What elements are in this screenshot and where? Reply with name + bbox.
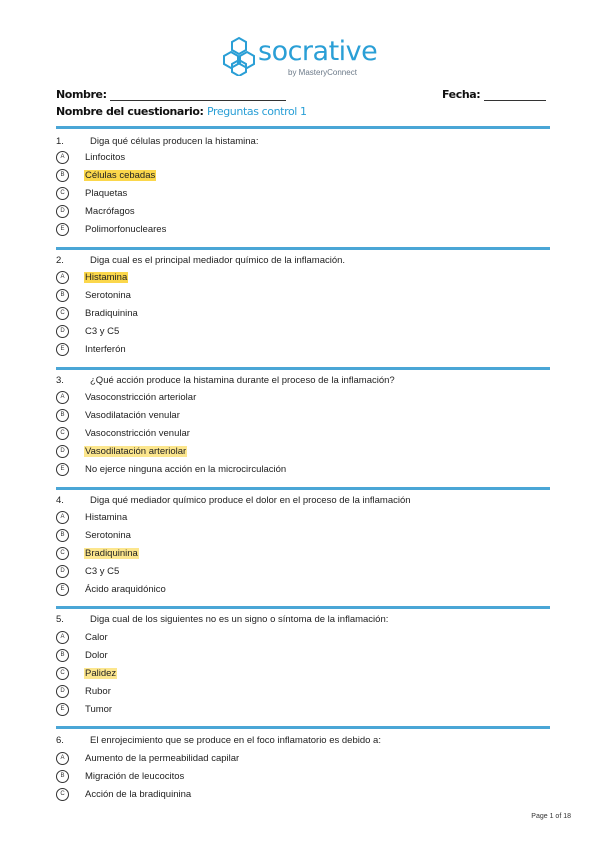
option-bubble[interactable]: B bbox=[56, 649, 69, 662]
option-text: C3 y C5 bbox=[85, 566, 120, 577]
option-bubble[interactable]: A bbox=[56, 752, 69, 765]
question-number: 3. bbox=[56, 375, 64, 386]
option-bubble[interactable]: C bbox=[56, 547, 69, 560]
separator bbox=[56, 367, 550, 370]
option-text: Migración de leucocitos bbox=[85, 771, 185, 782]
socrative-logo bbox=[222, 34, 382, 82]
option-text-highlighted: Histamina bbox=[85, 272, 128, 283]
option-text: Bradiquinina bbox=[85, 308, 138, 319]
option-bubble[interactable]: D bbox=[56, 325, 69, 338]
option-bubble[interactable]: B bbox=[56, 529, 69, 542]
option-text: Vasodilatación venular bbox=[85, 410, 180, 421]
option-text: Plaquetas bbox=[85, 188, 128, 199]
option-bubble[interactable]: C bbox=[56, 307, 69, 320]
option-bubble[interactable]: A bbox=[56, 511, 69, 524]
option-bubble[interactable]: D bbox=[56, 205, 69, 218]
option-text: Histamina bbox=[85, 512, 128, 523]
option-bubble[interactable]: D bbox=[56, 565, 69, 578]
option-bubble[interactable]: C bbox=[56, 788, 69, 801]
option-bubble[interactable]: B bbox=[56, 770, 69, 783]
question-text: Diga qué células producen la histamina: bbox=[90, 136, 259, 147]
option-text: Vasoconstricción venular bbox=[85, 428, 190, 439]
logo-brand-text: socrative bbox=[258, 36, 378, 67]
question-number: 5. bbox=[56, 614, 64, 625]
logo-subtitle: by MasteryConnect bbox=[288, 68, 357, 77]
question-number: 6. bbox=[56, 735, 64, 746]
separator bbox=[56, 247, 550, 250]
separator bbox=[56, 126, 550, 129]
option-text-highlighted: Células cebadas bbox=[85, 170, 156, 181]
option-text: Calor bbox=[85, 632, 108, 643]
name-field bbox=[56, 88, 286, 101]
option-bubble[interactable]: C bbox=[56, 187, 69, 200]
quiz-name: Preguntas control 1 bbox=[206, 105, 307, 118]
option-text: Macrófagos bbox=[85, 206, 135, 217]
quiz-name-field bbox=[56, 105, 307, 118]
option-bubble[interactable]: A bbox=[56, 631, 69, 644]
option-bubble[interactable]: C bbox=[56, 427, 69, 440]
option-bubble[interactable]: D bbox=[56, 445, 69, 458]
option-text: Serotonina bbox=[85, 290, 131, 301]
option-bubble[interactable]: E bbox=[56, 343, 69, 356]
question-text: ¿Qué acción produce la histamina durante el proceso de la inflamación? bbox=[90, 375, 395, 386]
option-text: Rubor bbox=[85, 686, 111, 697]
option-bubble[interactable]: E bbox=[56, 463, 69, 476]
question-number: 4. bbox=[56, 495, 64, 506]
option-bubble[interactable]: B bbox=[56, 169, 69, 182]
option-bubble[interactable]: D bbox=[56, 685, 69, 698]
option-text: Acción de la bradiquinina bbox=[85, 789, 192, 800]
page-number: Page 1 of 18 bbox=[531, 813, 571, 820]
option-bubble[interactable]: B bbox=[56, 409, 69, 422]
separator bbox=[56, 487, 550, 490]
option-text: Linfocitos bbox=[85, 152, 126, 163]
question-number: 2. bbox=[56, 255, 64, 266]
question-text: Diga cual de los siguientes no es un signo o síntoma de la inflamación: bbox=[90, 614, 389, 625]
option-text: Tumor bbox=[85, 704, 113, 715]
name-line bbox=[110, 91, 286, 101]
option-bubble[interactable]: C bbox=[56, 667, 69, 680]
option-bubble[interactable]: E bbox=[56, 223, 69, 236]
option-text: Ácido araquidónico bbox=[85, 584, 166, 595]
option-text-highlighted: Palidez bbox=[85, 668, 117, 679]
question-text: El enrojecimiento que se produce en el foco inflamatorio es debido a: bbox=[90, 735, 381, 746]
option-text: Vasoconstricción arteriolar bbox=[85, 392, 197, 403]
question-number: 1. bbox=[56, 136, 64, 147]
separator bbox=[56, 726, 550, 729]
option-bubble[interactable]: B bbox=[56, 289, 69, 302]
question-text: Diga qué mediador químico produce el dolor en el proceso de la inflamación bbox=[90, 495, 411, 506]
date-line bbox=[484, 91, 546, 101]
option-text-highlighted: Bradiquinina bbox=[85, 548, 138, 559]
option-text-highlighted: Vasodilatación arteriolar bbox=[85, 446, 187, 457]
name-label: Nombre: bbox=[56, 88, 107, 101]
separator bbox=[56, 606, 550, 609]
option-text: Aumento de la permeabilidad capilar bbox=[85, 753, 240, 764]
option-text: No ejerce ninguna acción en la microcirculación bbox=[85, 464, 287, 475]
quiz-label: Nombre del cuestionario: bbox=[56, 105, 204, 118]
option-text: Serotonina bbox=[85, 530, 131, 541]
option-bubble[interactable]: A bbox=[56, 151, 69, 164]
hexagon-logo-icon bbox=[222, 36, 256, 76]
date-field bbox=[442, 88, 546, 101]
option-text: C3 y C5 bbox=[85, 326, 120, 337]
option-text: Polimorfonucleares bbox=[85, 224, 167, 235]
option-text: Interferón bbox=[85, 344, 126, 355]
option-bubble[interactable]: E bbox=[56, 583, 69, 596]
option-bubble[interactable]: A bbox=[56, 391, 69, 404]
question-text: Diga cual es el principal mediador químico de la inflamación. bbox=[90, 255, 346, 266]
option-bubble[interactable]: E bbox=[56, 703, 69, 716]
option-text: Dolor bbox=[85, 650, 108, 661]
option-bubble[interactable]: A bbox=[56, 271, 69, 284]
date-label: Fecha: bbox=[442, 88, 481, 101]
